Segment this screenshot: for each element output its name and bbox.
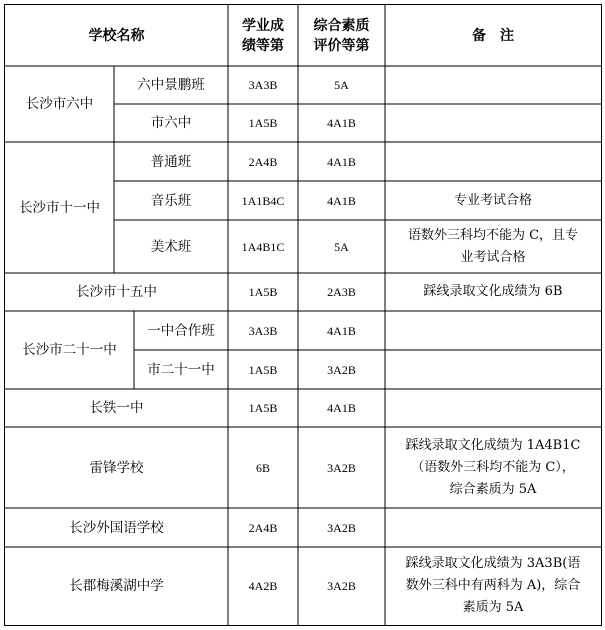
school-name-cell: 长沙市十一中: [19, 199, 100, 216]
academic-grade-cell: 3A3B: [248, 78, 278, 92]
school-name-cell: 长沙市六中: [25, 96, 94, 112]
school-name-cell: 长沙市十五中: [76, 284, 157, 300]
academic-grade-cell: 3A3B: [248, 323, 278, 338]
class-name-cell: 市二十一中: [147, 361, 215, 378]
comprehensive-grade-cell: 3A2B: [327, 579, 356, 593]
academic-grade-cell: 1A5B: [248, 285, 278, 299]
academic-grade-cell: 1A1B4C: [241, 193, 285, 208]
class-name-cell: 普通班: [150, 153, 192, 170]
comprehensive-grade-cell: 5A: [334, 78, 349, 92]
academic-grade-cell: 1A5B: [248, 116, 278, 130]
comprehensive-grade-cell: 3A2B: [327, 362, 356, 377]
remarks-cell: [385, 350, 601, 389]
remarks-cell: 语数外三科均不能为 C，且专 业考试合格: [407, 227, 579, 265]
comprehensive-grade-cell: 4A1B: [327, 116, 356, 130]
remarks-cell: [385, 311, 601, 350]
remarks-cell: 踩线录取文化成绩为 6B: [423, 284, 563, 299]
header-remarks: 备 注: [472, 27, 514, 44]
header-academic-grade: 学业成 绩等第: [242, 17, 284, 54]
remarks-cell: [385, 66, 601, 104]
comprehensive-grade-cell: 3A2B: [327, 520, 356, 535]
comprehensive-grade-cell: 4A1B: [327, 401, 356, 415]
school-name-cell: 长沙外国语学校: [69, 519, 164, 536]
class-name-cell: 美术班: [150, 238, 192, 255]
school-name-cell: 长郡梅溪湖中学: [69, 578, 164, 594]
comprehensive-grade-cell: 4A1B: [327, 193, 356, 208]
remarks-cell: 踩线录取文化成绩为 1A4B1C （语数外三科均不能为 C）， 综合素质为 5A: [405, 437, 581, 497]
academic-grade-cell: 2A4B: [248, 154, 278, 169]
class-name-cell: 一中合作班: [147, 322, 215, 339]
academic-grade-cell: 1A5B: [248, 401, 278, 415]
remarks-cell: [385, 389, 601, 427]
school-name-cell: 长沙市二十一中: [22, 342, 117, 358]
header-school-name: 学校名称: [88, 27, 145, 44]
academic-grade-cell: 1A5B: [248, 362, 278, 377]
comprehensive-grade-cell: 5A: [334, 239, 349, 254]
comprehensive-grade-cell: 2A3B: [327, 285, 356, 299]
school-name-cell: 长铁一中: [89, 400, 144, 416]
class-name-cell: 六中景鹏班: [137, 77, 205, 93]
academic-grade-cell: 2A4B: [248, 520, 278, 535]
comprehensive-grade-cell: 4A1B: [327, 154, 356, 169]
remarks-cell: [385, 142, 601, 181]
remarks-cell: [385, 104, 601, 142]
academic-grade-cell: 1A4B1C: [241, 239, 285, 254]
remarks-cell: 踩线录取文化成绩为 3A3B(语 数外三科中有两科为 A)，综合 素质为 5A: [405, 556, 581, 615]
academic-grade-cell: 6B: [255, 460, 270, 475]
comprehensive-grade-cell: 4A1B: [327, 323, 356, 338]
remarks-cell: [385, 508, 601, 547]
school-name-cell: 雷锋学校: [89, 459, 144, 476]
header-comprehensive-grade: 综合素质 评价等第: [313, 17, 370, 54]
class-name-cell: 市六中: [150, 115, 192, 131]
comprehensive-grade-cell: 3A2B: [327, 460, 356, 475]
academic-grade-cell: 4A2B: [248, 579, 278, 593]
remarks-cell: 专业考试合格: [453, 192, 532, 208]
class-name-cell: 音乐班: [150, 192, 192, 209]
